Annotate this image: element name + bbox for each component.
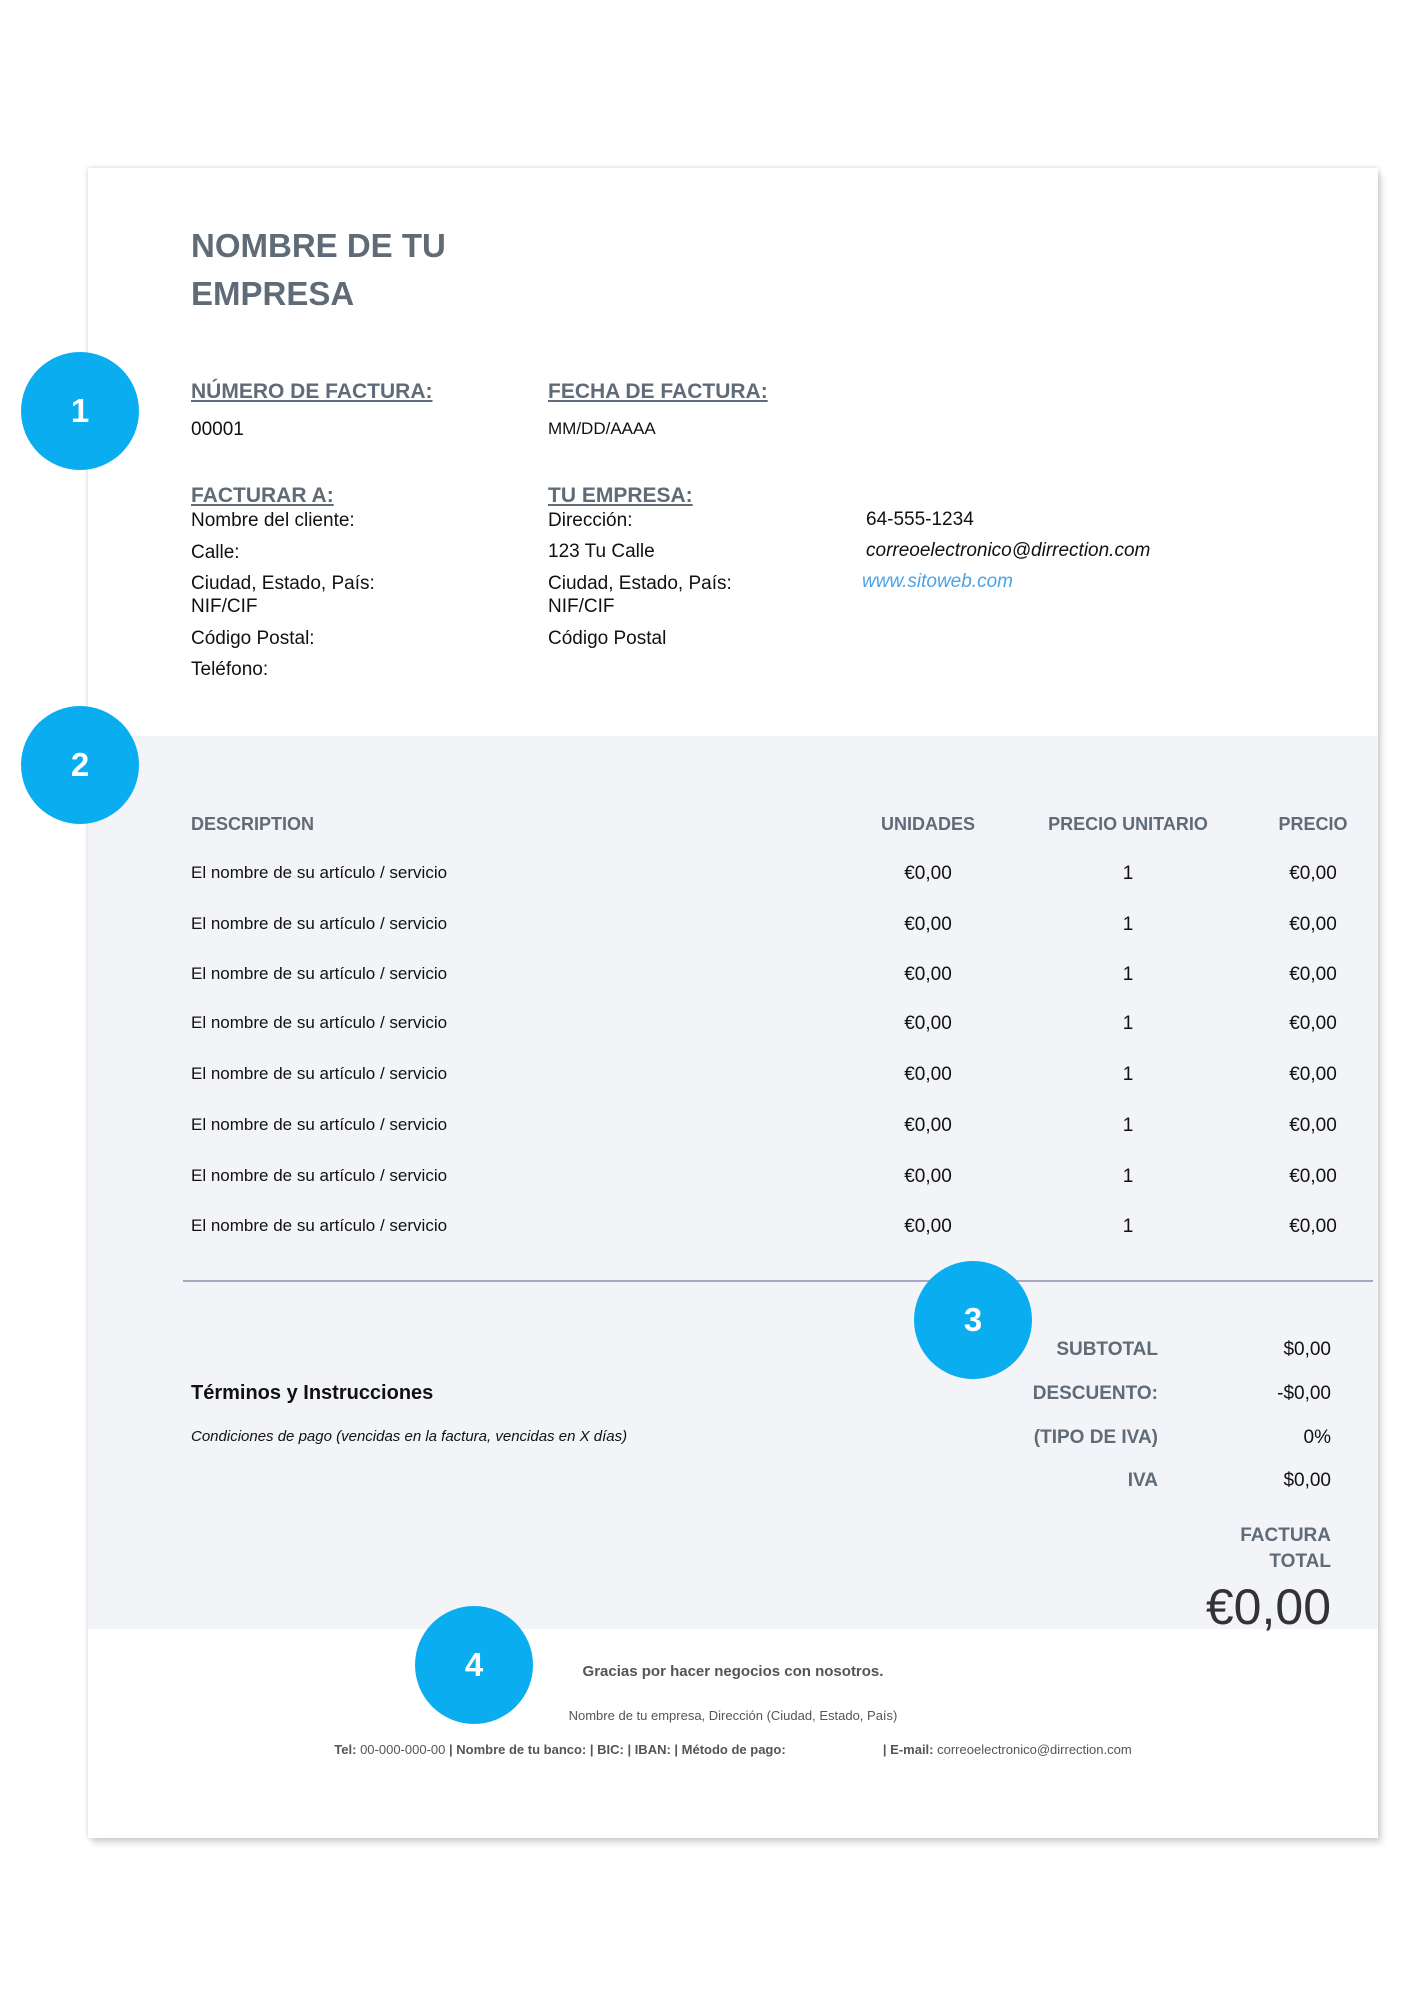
item-price: €0,00 xyxy=(1289,1216,1337,1237)
item-unit-price: 1 xyxy=(1122,1013,1134,1034)
discount-label: DESCUENTO: xyxy=(1032,1383,1158,1404)
table-row xyxy=(88,964,1378,994)
bill-to-line: Nombre del cliente: xyxy=(191,510,355,531)
your-company-line: 123 Tu Calle xyxy=(548,541,655,562)
item-unit-price: 1 xyxy=(1122,1064,1134,1085)
vat-type-value: 0% xyxy=(1303,1427,1331,1448)
marker-3: 3 xyxy=(914,1261,1032,1379)
invoice-date-label: FECHA DE FACTURA: xyxy=(548,380,768,403)
item-description: El nombre de su artículo / servicio xyxy=(191,1115,448,1134)
table-row xyxy=(88,1064,1378,1094)
item-units: €0,00 xyxy=(904,964,952,985)
footer-thanks: Gracias por hacer negocios con nosotros. xyxy=(582,1663,884,1680)
item-units: €0,00 xyxy=(904,1115,952,1136)
item-price: €0,00 xyxy=(1289,1013,1337,1034)
bill-to-line: NIF/CIF xyxy=(191,596,258,617)
item-description: El nombre de su artículo / servicio xyxy=(191,1013,448,1032)
bill-to-line: Calle: xyxy=(191,542,240,563)
item-unit-price: 1 xyxy=(1122,1166,1134,1187)
contact-email: correoelectronico@dirrection.com xyxy=(866,540,1151,561)
item-unit-price: 1 xyxy=(1122,964,1134,985)
item-description: El nombre de su artículo / servicio xyxy=(191,1216,448,1235)
item-unit-price: 1 xyxy=(1122,1115,1134,1136)
header-price: PRECIO xyxy=(1278,814,1348,834)
company-name: NOMBRE DE TU EMPRESA xyxy=(191,227,446,312)
table-row xyxy=(88,914,1378,944)
bill-to-line: Código Postal: xyxy=(191,628,315,649)
total-label-line2: TOTAL xyxy=(1269,1551,1331,1572)
item-description: El nombre de su artículo / servicio xyxy=(191,863,448,882)
invoice-page xyxy=(88,168,1378,1838)
your-company-line: Ciudad, Estado, País: xyxy=(548,573,732,594)
table-row xyxy=(88,1216,1378,1246)
item-description: El nombre de su artículo / servicio xyxy=(191,964,448,983)
footer-contact-line xyxy=(88,1742,1378,1757)
item-units: €0,00 xyxy=(904,1166,952,1187)
vat-value: $0,00 xyxy=(1283,1470,1331,1491)
bill-to-line: Ciudad, Estado, País: xyxy=(191,573,375,594)
footer-bank: | Nombre de tu banco: | BIC: | IBAN: | Método de pago: xyxy=(449,1742,786,1757)
item-price: €0,00 xyxy=(1289,1115,1337,1136)
bill-to-label: FACTURAR A: xyxy=(191,484,334,507)
table-divider xyxy=(183,1280,1373,1282)
marker-2: 2 xyxy=(21,706,139,824)
footer-email-value: correoelectronico@dirrection.com xyxy=(937,1742,1132,1757)
total-value: €0,00 xyxy=(1205,1579,1331,1635)
invoice-number-label: NÚMERO DE FACTURA: xyxy=(191,380,433,403)
marker-4: 4 xyxy=(415,1606,533,1724)
footer-address: Nombre de tu empresa, Dirección (Ciudad, Estado, País) xyxy=(568,1708,898,1723)
contact-website-link[interactable]: www.sitoweb.com xyxy=(862,571,1013,592)
table-row xyxy=(88,863,1378,893)
marker-1: 1 xyxy=(21,352,139,470)
item-description: El nombre de su artículo / servicio xyxy=(191,914,448,933)
table-row xyxy=(88,1013,1378,1043)
terms-title: Términos y Instrucciones xyxy=(191,1382,434,1404)
invoice-number-value: 00001 xyxy=(191,419,244,440)
footer-tel-value: 00-000-000-00 xyxy=(360,1742,446,1757)
item-price: €0,00 xyxy=(1289,1064,1337,1085)
your-company-line: Dirección: xyxy=(548,510,633,531)
item-unit-price: 1 xyxy=(1122,863,1134,884)
total-label-line1: FACTURA xyxy=(1240,1525,1331,1546)
item-units: €0,00 xyxy=(904,863,952,884)
table-row xyxy=(88,1115,1378,1145)
item-unit-price: 1 xyxy=(1122,914,1134,935)
subtotal-value: $0,00 xyxy=(1283,1339,1331,1360)
contact-phone: 64-555-1234 xyxy=(866,509,974,530)
item-units: €0,00 xyxy=(904,1216,952,1237)
discount-value: -$0,00 xyxy=(1277,1383,1331,1404)
your-company-line: Código Postal xyxy=(548,628,667,649)
item-price: €0,00 xyxy=(1289,863,1337,884)
footer-tel-label: Tel: xyxy=(334,1742,357,1757)
vat-label: IVA xyxy=(1127,1470,1158,1491)
item-unit-price: 1 xyxy=(1122,1216,1134,1237)
your-company-line: NIF/CIF xyxy=(548,596,615,617)
vat-type-label: (TIPO DE IVA) xyxy=(1033,1427,1158,1448)
invoice-date-value: MM/DD/AAAA xyxy=(548,419,656,438)
item-description: El nombre de su artículo / servicio xyxy=(191,1064,448,1083)
table-row xyxy=(88,1166,1378,1196)
item-price: €0,00 xyxy=(1289,914,1337,935)
item-units: €0,00 xyxy=(904,914,952,935)
item-units: €0,00 xyxy=(904,1013,952,1034)
your-company-label: TU EMPRESA: xyxy=(548,484,693,507)
terms-body: Condiciones de pago (vencidas en la factura, vencidas en X días) xyxy=(191,1428,628,1445)
item-units: €0,00 xyxy=(904,1064,952,1085)
subtotal-label: SUBTOTAL xyxy=(1056,1339,1158,1360)
footer-email-label: | E-mail: xyxy=(882,1742,934,1757)
item-price: €0,00 xyxy=(1289,964,1337,985)
header-description: DESCRIPTION xyxy=(191,814,315,834)
header-units: UNIDADES xyxy=(880,814,975,834)
header-unit-price: PRECIO UNITARIO xyxy=(1048,814,1208,834)
item-price: €0,00 xyxy=(1289,1166,1337,1187)
item-description: El nombre de su artículo / servicio xyxy=(191,1166,448,1185)
bill-to-line: Teléfono: xyxy=(191,659,269,680)
